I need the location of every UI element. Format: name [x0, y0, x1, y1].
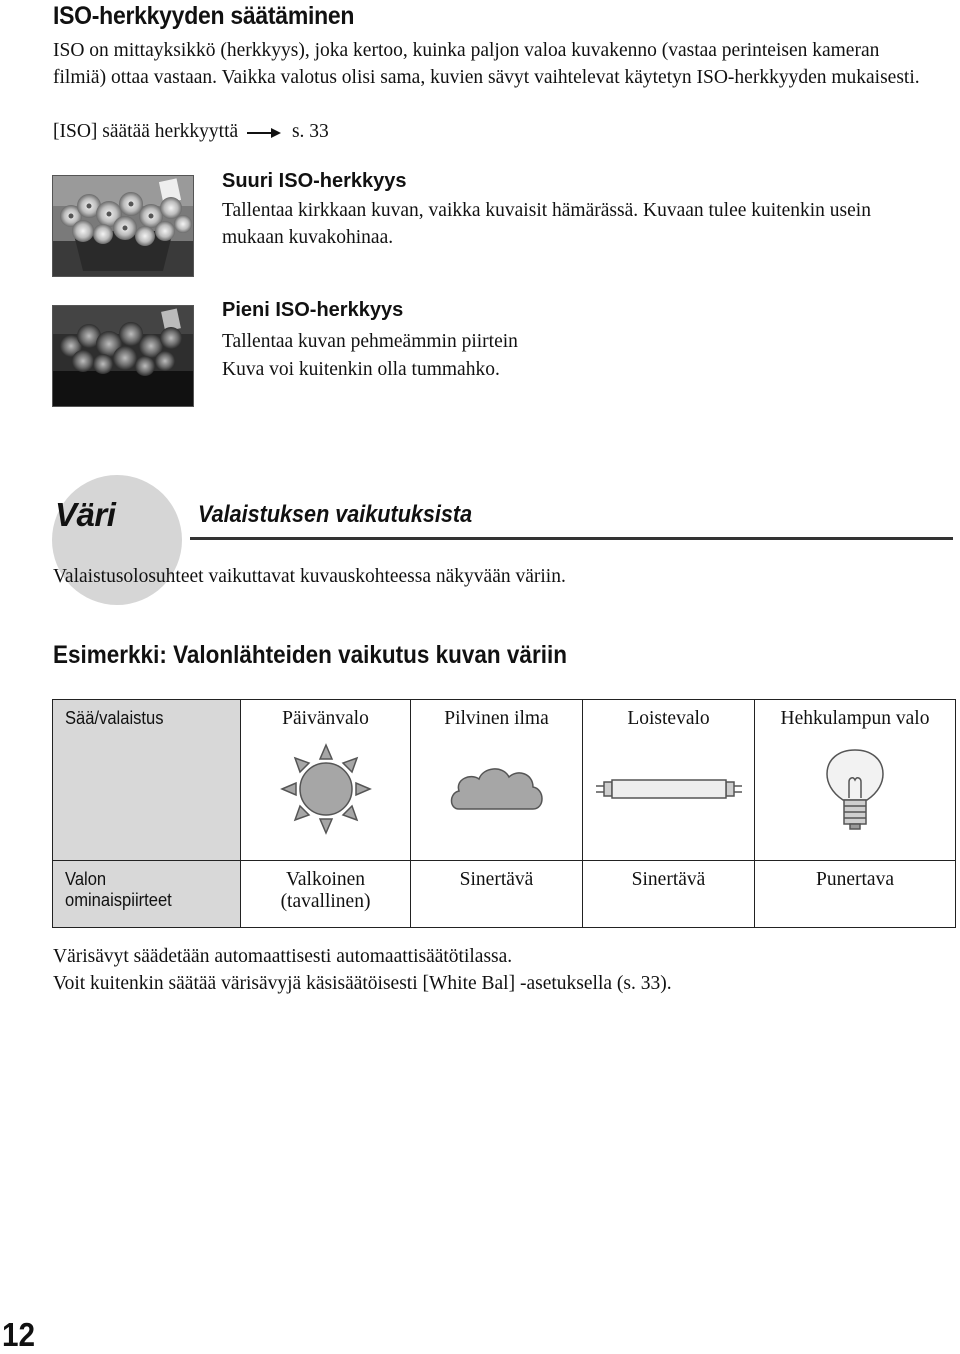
- sun-icon: [280, 743, 372, 835]
- table-header-characteristics: [53, 861, 241, 928]
- iso-reference-text: [ISO] säätää herkkyyttä: [53, 121, 239, 142]
- table-header-weather: [53, 700, 241, 861]
- table-cell-incandescent-char: [755, 861, 956, 928]
- cloud-icon: [447, 759, 547, 819]
- footer-note-line2: Voit kuitenkin säätää värisävyjä käsisäätöisesti [White Bal] -asetuksella (s. 33).: [53, 973, 672, 994]
- table-cell-fluorescent-char: [583, 861, 755, 928]
- table-cell-fluorescent: [583, 700, 755, 861]
- daylight-label: Päivänvalo: [282, 708, 369, 729]
- fluorescent-label: Loistevalo: [627, 708, 710, 729]
- table-cell-incandescent: [755, 700, 956, 861]
- section-title-iso: ISO-herkkyyden säätäminen: [53, 2, 355, 30]
- footer-note-line1: Värisävyt säädetään automaattisesti automaattisäätötilassa.: [53, 946, 513, 967]
- iso-reference-page-link[interactable]: s. 33: [291, 121, 329, 142]
- incandescent-label: Hehkulampun valo: [780, 708, 930, 729]
- table-header-weather-label: Sää/valaistus: [65, 708, 164, 728]
- fluorescent-char: Sinertävä: [631, 869, 706, 890]
- table-header-characteristics-line2: ominaispiirteet: [65, 890, 172, 910]
- footer-note: [53, 943, 933, 997]
- daylight-char-line1: Valkoinen: [285, 869, 366, 890]
- high-iso-description: Tallentaa kirkkaan kuvan, vaikka kuvaisit hämärässä. Kuvaan tulee kuitenkin usein mukaan kuvakohinaa.: [222, 200, 871, 248]
- fluorescent-tube-icon: [596, 777, 742, 801]
- table-row-light-source: [53, 700, 956, 861]
- light-source-table: [52, 699, 956, 928]
- table-cell-cloudy-char: [411, 861, 583, 928]
- iso-reference: [53, 118, 329, 145]
- section-divider: [190, 537, 953, 540]
- iso-intro-text: ISO on mittayksikkö (herkkyys), joka kertoo, kuinka paljon valoa kuvakenno (vastaa perinteisen kameran filmiä) ottaa vastaan. Vaikka valotus olisi sama, kuvien sävyt vaihtelevat käytetyn ISO-herkkyyden mukaisesti.: [53, 40, 920, 88]
- photo-low-iso: [52, 305, 194, 407]
- photo-high-iso: [52, 175, 194, 277]
- daylight-char-line2: (tavallinen): [280, 891, 371, 912]
- incandescent-char: Punertava: [816, 869, 894, 890]
- cloudy-label: Pilvinen ilma: [444, 708, 549, 729]
- low-iso-heading: Pieni ISO-herkkyys: [222, 299, 404, 321]
- example-title: Esimerkki: Valonlähteiden vaikutus kuvan väriin: [53, 641, 567, 669]
- section-subtitle: Valaistuksen vaikutuksista: [198, 501, 473, 528]
- table-header-characteristics-line1: Valon: [65, 869, 107, 889]
- low-iso-description-line1: Tallentaa kuvan pehmeämmin piirtein: [222, 331, 518, 352]
- cloudy-char: Sinertävä: [459, 869, 534, 890]
- table-cell-daylight: [241, 700, 411, 861]
- table-row-characteristics: [53, 861, 956, 928]
- low-iso-description: [222, 328, 932, 384]
- table-cell-daylight-char: [241, 861, 411, 928]
- arrow-right-icon: [247, 127, 281, 139]
- table-cell-cloudy: [411, 700, 583, 861]
- low-iso-description-line2: Kuva voi kuitenkin olla tummahko.: [222, 359, 500, 380]
- section-label-color: Väri: [55, 496, 116, 533]
- high-iso-heading: Suuri ISO-herkkyys: [222, 170, 407, 192]
- page-number: 12: [2, 1316, 36, 1353]
- light-bulb-icon: [825, 748, 885, 830]
- color-intro-text: Valaistusolosuhteet vaikuttavat kuvauskohteessa näkyvään väriin.: [53, 566, 566, 587]
